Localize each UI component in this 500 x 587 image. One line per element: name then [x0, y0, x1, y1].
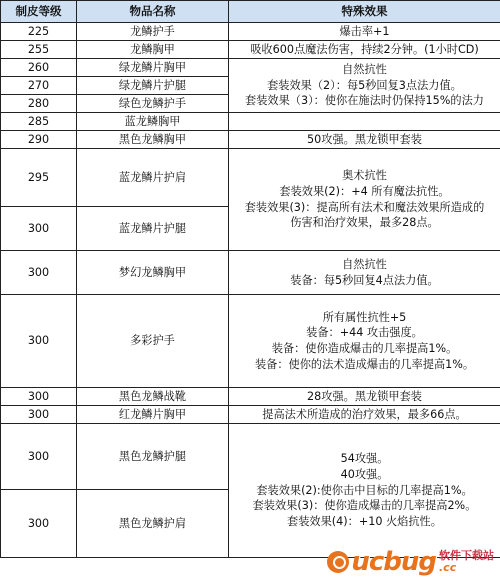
level-cell: 300 — [1, 406, 77, 424]
name-cell: 梦幻龙鳞胸甲 — [77, 251, 229, 295]
effect-line: 套装效果（2）：每5秒回复3点法力值。 — [267, 78, 462, 92]
header-level: 制皮等级 — [1, 1, 77, 23]
table-row — [1, 388, 500, 406]
table-row — [1, 149, 500, 207]
effect-line: 所有属性抗性+5 — [322, 310, 407, 324]
name-cell: 绿龙鳞片胸甲 — [77, 59, 229, 77]
effect-line: 提高法术所造成的治疗效果，最多66点。 — [262, 407, 467, 421]
header-name: 物品名称 — [77, 1, 229, 23]
effect-line: 吸收600点魔法伤害，持续2分钟。(1小时CD) — [250, 42, 479, 56]
effect-line: 伤害和治疗效果，最多28点。 — [290, 216, 439, 230]
effect-line: 装备：使你造成爆击的几率提高1%。 — [271, 342, 458, 355]
effect-line: 套装效果(2):使你击中目标的几率提高1%。 — [256, 483, 473, 497]
effect-line: 28攻强。黑龙锁甲套装 — [307, 389, 422, 403]
name-cell: 黑色龙鳞战靴 — [77, 388, 229, 406]
level-cell: 280 — [1, 95, 77, 113]
table-row — [1, 424, 500, 490]
level-cell: 300 — [1, 207, 77, 251]
level-cell: 260 — [1, 59, 77, 77]
name-cell: 蓝龙鳞片护腿 — [77, 207, 229, 251]
effect-line: 套装效果(2)：+4 所有魔法抗性。 — [279, 184, 450, 198]
effect-cell — [229, 251, 500, 295]
effect-cell — [229, 41, 500, 59]
effect-cell — [229, 131, 500, 149]
name-cell: 多彩护手 — [77, 295, 229, 388]
effect-line: 奥术抗性 — [342, 169, 387, 183]
level-cell: 300 — [1, 251, 77, 295]
effect-cell — [229, 388, 500, 406]
name-cell: 绿龙鳞片护腿 — [77, 77, 229, 95]
table-row — [1, 59, 500, 77]
name-cell: 龙鳞胸甲 — [77, 41, 229, 59]
effect-cell-green-set — [229, 59, 500, 113]
table-row — [1, 41, 500, 59]
name-cell: 绿色龙鳞护手 — [77, 95, 229, 113]
name-cell: 红龙鳞片胸甲 — [77, 406, 229, 424]
name-cell: 蓝龙鳞片护肩 — [77, 149, 229, 207]
name-cell: 蓝龙鳞胸甲 — [77, 113, 229, 131]
header-row — [1, 1, 500, 23]
effect-line: 50攻强。黑龙锁甲套装 — [307, 132, 422, 146]
effect-line: 套装效果(3)：使你造成爆击的几率提高2%。 — [252, 499, 477, 513]
table-row — [1, 131, 500, 149]
level-cell: 300 — [1, 295, 77, 388]
level-cell: 225 — [1, 23, 77, 41]
effect-line: 54攻强。 — [340, 452, 389, 466]
level-cell: 300 — [1, 490, 77, 558]
table-row — [1, 295, 500, 388]
table-row — [1, 406, 500, 424]
table-row — [1, 113, 500, 131]
level-cell: 255 — [1, 41, 77, 59]
watermark-site-label: 软件下载站 — [439, 548, 494, 562]
effect-line: 40攻强。 — [340, 467, 389, 481]
effect-line: 套装效果(4)：+10 火焰抗性。 — [287, 515, 442, 528]
effect-line: 装备：每5秒回复4点法力值。 — [290, 273, 439, 287]
name-cell: 龙鳞护手 — [77, 23, 229, 41]
level-cell: 285 — [1, 113, 77, 131]
level-cell: 290 — [1, 131, 77, 149]
level-cell: 300 — [1, 388, 77, 406]
name-cell: 黑色龙鳞护腿 — [77, 424, 229, 490]
name-cell: 黑色龙鳞胸甲 — [77, 131, 229, 149]
effect-cell — [229, 295, 500, 388]
level-cell: 270 — [1, 77, 77, 95]
level-cell: 300 — [1, 424, 77, 490]
effect-cell-blue-set — [229, 149, 500, 251]
header-effect: 特殊效果 — [229, 1, 500, 23]
effect-line: 自然抗性 — [342, 257, 387, 271]
effect-line: 装备：使你的法术造成爆击的几率提高1%。 — [254, 357, 475, 371]
effect-cell-empty — [229, 113, 500, 131]
level-cell: 295 — [1, 149, 77, 207]
table-row — [1, 251, 500, 295]
effect-cell — [229, 406, 500, 424]
effect-line: 装备：+44 攻击强度。 — [306, 326, 423, 340]
watermark-brand: ucbug — [351, 547, 436, 577]
table-row — [1, 23, 500, 41]
effect-line: 套装效果（3）：使你在施法时仍保持15%的法力 — [245, 94, 484, 108]
watermark-domain: .cc — [439, 561, 457, 574]
effect-line: 爆击率+1 — [339, 24, 390, 38]
effect-cell — [229, 23, 500, 41]
effect-line: 自然抗性 — [342, 62, 387, 76]
effect-line: 套装效果(3)：提高所有法术和魔法效果所造成的 — [244, 200, 485, 214]
name-cell: 黑色龙鳞护肩 — [77, 490, 229, 558]
effect-cell-black-set — [229, 424, 500, 558]
